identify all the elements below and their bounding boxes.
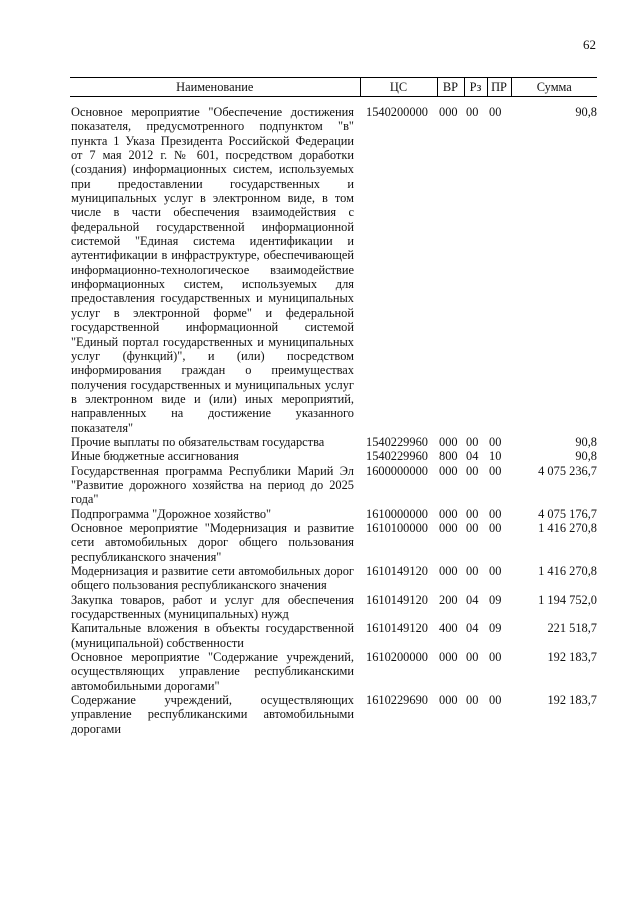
row-cs: 1610200000 <box>366 650 428 665</box>
table-row <box>70 449 597 463</box>
row-cs: 1540229960 <box>366 434 428 449</box>
row-sum: 4 075 236,7 <box>538 463 597 478</box>
row-vr: 000 <box>439 105 458 119</box>
budget-table <box>70 77 597 736</box>
row-name: Подпрограмма "Дорожное хозяйство" <box>71 506 272 521</box>
row-rz: 00 <box>466 564 479 578</box>
table-row <box>70 650 597 693</box>
row-pr: 00 <box>489 520 502 535</box>
row-rz: 00 <box>466 463 479 478</box>
row-rz: 04 <box>466 621 479 636</box>
row-vr: 200 <box>439 592 458 607</box>
row-pr: 10 <box>489 449 502 464</box>
row-sum: 192 183,7 <box>547 693 597 708</box>
row-cs: 1610229690 <box>366 693 428 708</box>
header-pr: ПР <box>487 78 511 97</box>
table-row <box>70 435 597 449</box>
row-cs: 1610149120 <box>366 621 428 636</box>
row-name: Содержание учреждений, осуществляющих управление республиканскими автомобильными дорогами <box>71 693 354 736</box>
row-name: Основное мероприятие "Обеспечение достижения показателя, предусмотренного подпунктом "в" пункта 1 Указа Президента Российской Федерации от 7 мая 2012 г. № 601, посредством доработки (создания) информационных систем, используемых при предоставлении государственных и муниципальных услуг в электронном виде, в том числе в части обеспечения взаимодействия с федеральной государственной информационной системой "Единая система идентификации и аутентификации в инфраструктуре, обеспечивающей информационно-технологическое взаимодействие информационных систем, используемых для предоставления государственных и муниципальных услуг в электронной форме" и федеральной государственной информационной системой "Единый портал государственных и муниципальных услуг (функций)", и (или) посредством информирования граждан о преимуществах получения государственных и муниципальных услуг в электронном виде и (или) иных мероприятий, направленных на достижение указанного показателя" <box>71 105 354 435</box>
table-header-row <box>70 78 597 97</box>
row-pr: 00 <box>489 506 502 521</box>
row-sum: 1 194 752,0 <box>538 592 597 607</box>
row-pr: 00 <box>489 105 502 119</box>
row-vr: 000 <box>439 520 458 535</box>
row-sum: 1 416 270,8 <box>538 564 597 578</box>
row-cs: 1610149120 <box>366 564 428 578</box>
row-rz: 00 <box>466 650 479 665</box>
row-sum: 221 518,7 <box>547 621 597 636</box>
row-vr: 000 <box>439 650 458 665</box>
row-pr: 00 <box>489 564 502 578</box>
row-pr: 00 <box>489 693 502 708</box>
row-cs: 1600000000 <box>366 463 428 478</box>
header-cs: ЦС <box>360 78 437 97</box>
row-sum: 192 183,7 <box>547 650 597 665</box>
row-name: Основное мероприятие "Содержание учреждений, осуществляющих управление республиканскими автомобильными дорогами" <box>71 650 354 693</box>
row-cs: 1540229960 <box>366 449 428 464</box>
row-cs: 1540200000 <box>366 105 428 119</box>
table-row <box>70 564 597 593</box>
row-vr: 000 <box>439 693 458 708</box>
row-vr: 000 <box>439 506 458 521</box>
row-sum: 90,8 <box>575 434 597 449</box>
row-sum: 1 416 270,8 <box>538 520 597 535</box>
row-pr: 00 <box>489 463 502 478</box>
row-rz: 00 <box>466 506 479 521</box>
row-name: Основное мероприятие "Модернизация и развитие сети автомобильных дорог общего пользования республиканского значения" <box>71 520 354 564</box>
row-vr: 000 <box>439 564 458 578</box>
row-sum: 90,8 <box>575 105 597 119</box>
row-pr: 09 <box>489 592 502 607</box>
header-rz: Рз <box>464 78 487 97</box>
row-rz: 00 <box>466 434 479 449</box>
row-sum: 4 075 176,7 <box>538 506 597 521</box>
header-vr: ВР <box>437 78 464 97</box>
row-rz: 00 <box>466 693 479 708</box>
row-sum: 90,8 <box>575 449 597 464</box>
row-rz: 00 <box>466 520 479 535</box>
table-row <box>70 97 597 435</box>
row-vr: 000 <box>439 434 458 449</box>
row-cs: 1610100000 <box>366 520 428 535</box>
row-name: Закупка товаров, работ и услуг для обеспечения государственных (муниципальных) нужд <box>71 592 354 622</box>
row-rz: 04 <box>466 449 479 464</box>
row-vr: 400 <box>439 621 458 636</box>
row-pr: 09 <box>489 621 502 636</box>
table-row <box>70 621 597 650</box>
row-pr: 00 <box>489 650 502 665</box>
row-name: Капитальные вложения в объекты государственной (муниципальной) собственности <box>71 621 354 650</box>
row-name: Прочие выплаты по обязательствам государства <box>71 434 325 449</box>
header-sum: Сумма <box>511 78 597 97</box>
row-name: Иные бюджетные ассигнования <box>71 449 239 464</box>
row-vr: 000 <box>439 463 458 478</box>
table-row <box>70 693 597 736</box>
table-row <box>70 521 597 564</box>
row-vr: 800 <box>439 449 458 464</box>
row-rz: 04 <box>466 592 479 607</box>
row-cs: 1610000000 <box>366 506 428 521</box>
page-number: 62 <box>583 37 596 52</box>
table-row <box>70 464 597 507</box>
table-row <box>70 593 597 622</box>
row-name: Государственная программа Республики Марий Эл "Развитие дорожного хозяйства на период до 2025 года" <box>71 463 354 507</box>
row-rz: 00 <box>466 105 479 119</box>
row-name: Модернизация и развитие сети автомобильных дорог общего пользования республиканского значения <box>71 564 354 593</box>
row-pr: 00 <box>489 434 502 449</box>
header-name: Наименование <box>70 78 360 97</box>
row-cs: 1610149120 <box>366 592 428 607</box>
table-row <box>70 507 597 521</box>
